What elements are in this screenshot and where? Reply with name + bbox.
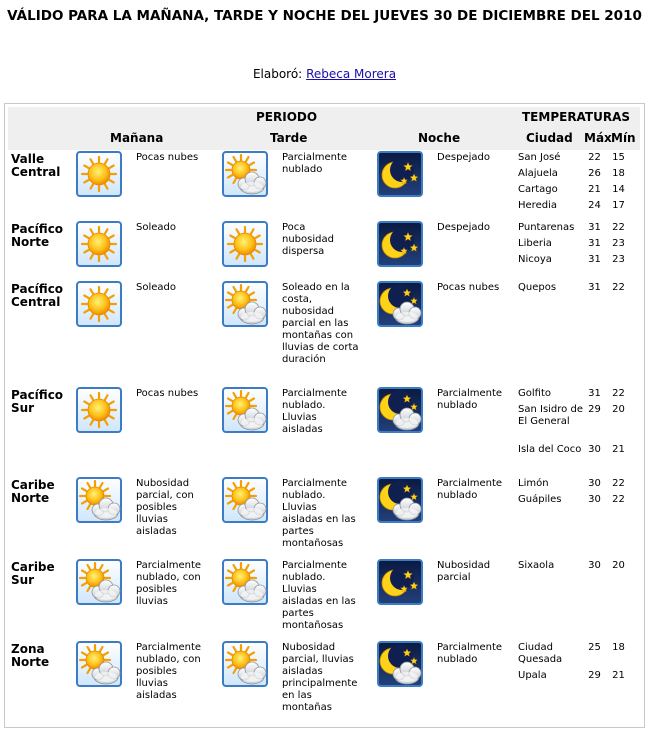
sun-cloud-icon — [76, 559, 122, 605]
max-temp: 31 — [588, 388, 601, 399]
region-name-line-1: Caribe — [11, 560, 55, 574]
manana-description: Parcialmente nublado, con posibles lluvias aisladas — [136, 642, 202, 701]
sun-cloud-icon — [222, 281, 268, 327]
min-temp: 22 — [612, 388, 625, 399]
min-temp: 22 — [612, 494, 625, 505]
temperaturas-header: TEMPERATURAS — [522, 110, 631, 124]
city-name: Golfito — [518, 388, 551, 399]
min-header: Mín — [611, 131, 636, 145]
min-temp: 23 — [612, 254, 625, 265]
min-temp: 18 — [612, 642, 625, 653]
moon-stars-icon — [377, 151, 423, 197]
city-name: Cartago — [518, 184, 558, 195]
min-temp: 20 — [612, 404, 625, 415]
manana-description: Nubosidad parcial, con posibles lluvias aisladas — [136, 478, 194, 537]
region-name-line-1: Pacífico — [11, 282, 64, 296]
min-temp: 17 — [612, 200, 625, 211]
region-name — [11, 283, 63, 309]
region-name-line-2: Sur — [11, 401, 35, 415]
tarde-description: Poca nubosidad dispersa — [282, 222, 334, 257]
manana-description: Soleado — [136, 222, 176, 233]
noche-description: Nubosidad parcial — [437, 560, 491, 583]
region-name-line-1: Valle — [11, 152, 45, 166]
sun-cloud-icon — [222, 559, 268, 605]
min-temp: 15 — [612, 152, 625, 163]
city-name: Liberia — [518, 238, 552, 249]
sun-cloud-icon — [76, 641, 122, 687]
manana-description: Pocas nubes — [136, 388, 199, 399]
region-name — [11, 479, 55, 505]
sun-icon — [76, 151, 122, 197]
max-temp: 30 — [588, 494, 601, 505]
min-temp: 18 — [612, 168, 625, 179]
noche-description: Despejado — [437, 152, 490, 163]
max-temp: 29 — [588, 404, 601, 415]
sun-icon — [76, 387, 122, 433]
max-temp: 30 — [588, 478, 601, 489]
region-name-line-2: Norte — [11, 655, 50, 669]
moon-cloud-icon — [377, 641, 423, 687]
max-temp: 31 — [588, 238, 601, 249]
city-name: San José — [518, 152, 561, 163]
max-temp: 25 — [588, 642, 601, 653]
noche-description: Despejado — [437, 222, 490, 233]
tarde-description: Parcialmente nublado. Lluvias aisladas en las partes montañosas — [282, 478, 356, 549]
tarde-header: Tarde — [270, 131, 308, 145]
moon-stars-icon — [377, 559, 423, 605]
region-name-line-1: Zona — [11, 642, 45, 656]
region-name — [11, 643, 49, 669]
tarde-description: Parcialmente nublado — [282, 152, 348, 175]
manana-description: Soleado — [136, 282, 176, 293]
author-link[interactable]: Rebeca Morera — [306, 67, 397, 81]
sun-icon — [222, 221, 268, 267]
city-name: Heredia — [518, 200, 557, 211]
max-temp: 21 — [588, 184, 601, 195]
region-name-line-1: Pacífico — [11, 388, 64, 402]
periodo-header: PERIODO — [256, 110, 318, 124]
moon-cloud-icon — [377, 477, 423, 523]
noche-description: Parcialmente nublado — [437, 478, 503, 501]
max-temp: 24 — [588, 200, 601, 211]
max-temp: 31 — [588, 254, 601, 265]
city-name: Limón — [518, 478, 549, 489]
author-line — [0, 67, 649, 81]
min-temp: 22 — [612, 478, 625, 489]
region-name-line-2: Central — [11, 295, 61, 309]
region-name-line-2: Norte — [11, 235, 50, 249]
moon-cloud-icon — [377, 387, 423, 433]
min-temp: 21 — [612, 670, 625, 681]
min-temp: 20 — [612, 560, 625, 571]
max-temp: 31 — [588, 222, 601, 233]
city-name: San Isidro de El General — [518, 404, 583, 427]
noche-description: Parcialmente nublado — [437, 388, 503, 411]
region-name — [11, 223, 63, 249]
city-name: Alajuela — [518, 168, 558, 179]
region-name-line-1: Caribe — [11, 478, 55, 492]
manana-description: Parcialmente nublado, con posibles lluvias — [136, 560, 202, 607]
city-name: Guápiles — [518, 494, 562, 505]
region-name-line-2: Central — [11, 165, 61, 179]
max-temp: 29 — [588, 670, 601, 681]
manana-description: Pocas nubes — [136, 152, 199, 163]
max-temp: 31 — [588, 282, 601, 293]
sun-cloud-icon — [76, 477, 122, 523]
tarde-description: Nubosidad parcial, lluvias aisladas principalmente en las montañas — [282, 642, 358, 713]
region-name-line-1: Pacífico — [11, 222, 64, 236]
moon-stars-icon — [377, 221, 423, 267]
city-name: Ciudad Quesada — [518, 642, 563, 665]
tarde-description: Parcialmente nublado. Lluvias aisladas en las partes montañosas — [282, 560, 356, 631]
region-name — [11, 153, 60, 179]
noche-description: Parcialmente nublado — [437, 642, 503, 665]
sun-icon — [76, 281, 122, 327]
noche-header: Noche — [418, 131, 461, 145]
city-name: Quepos — [518, 282, 557, 293]
min-temp: 23 — [612, 238, 625, 249]
region-name-line-2: Sur — [11, 573, 35, 587]
region-name — [11, 561, 55, 587]
city-name: Nicoya — [518, 254, 552, 265]
tarde-description: Parcialmente nublado. Lluvias aisladas — [282, 388, 348, 435]
ciudad-header: Ciudad — [526, 131, 573, 145]
sun-icon — [76, 221, 122, 267]
min-temp: 14 — [612, 184, 625, 195]
city-name: Puntarenas — [518, 222, 575, 233]
moon-cloud-icon — [377, 281, 423, 327]
min-temp: 21 — [612, 444, 625, 455]
sun-cloud-icon — [222, 477, 268, 523]
forecast-title: VÁLIDO PARA LA MAÑANA, TARDE Y NOCHE DEL JUEVES 30 DE DICIEMBRE DEL 2010 — [7, 8, 642, 24]
noche-description: Pocas nubes — [437, 282, 500, 293]
max-temp: 30 — [588, 444, 601, 455]
max-header: Máx — [584, 131, 612, 145]
sun-cloud-icon — [222, 641, 268, 687]
region-name — [11, 389, 63, 415]
min-temp: 22 — [612, 222, 625, 233]
manana-header: Mañana — [110, 131, 164, 145]
max-temp: 22 — [588, 152, 601, 163]
city-name: Isla del Coco — [518, 444, 582, 455]
sun-cloud-icon — [222, 151, 268, 197]
min-temp: 22 — [612, 282, 625, 293]
region-name-line-2: Norte — [11, 491, 50, 505]
city-name: Upala — [518, 670, 547, 681]
max-temp: 26 — [588, 168, 601, 179]
max-temp: 30 — [588, 560, 601, 571]
author-label: Elaboró: — [252, 67, 303, 81]
city-name: Sixaola — [518, 560, 555, 571]
tarde-description: Soleado en la costa, nubosidad parcial en las montañas con lluvias de corta duración — [282, 282, 359, 365]
sun-cloud-icon — [222, 387, 268, 433]
